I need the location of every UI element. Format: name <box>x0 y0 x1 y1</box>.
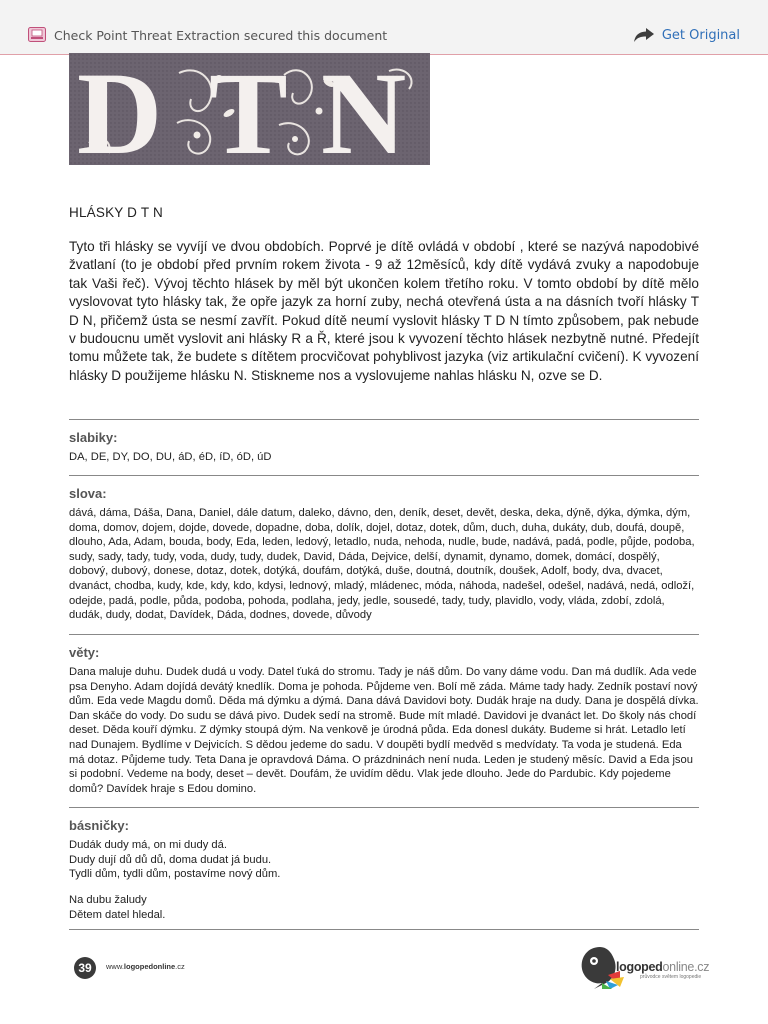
section-heading-basnicky: básničky: <box>69 818 129 833</box>
poem-line: Dětem datel hledal. <box>69 908 166 921</box>
section-body-vety: Dana maluje duhu. Dudek dudá u vody. Datel ťuká do stromu. Tady je náš dům. Do vany dáme vodu. Dan má dudlík. Ada vede psa Denyho. Adam dojídá devátý knedlík. Doma je pohoda. Půjdeme ven. Bolí mě záda. Máme tady hady. Zedník postaví nový dům. Eda vede Magdu domů. Děda má dýmku a dýmá. Dana dává Davidovi boty. Dudák hraje na dudy. Dana je dospělá dívka. Dan skáče do vody. Do sudu se dává pivo. Dudek sedí na stromě. Bude mít mladé. Davidovi je dvanáct let. Do školy nás chodí deset. Děda kouří dýmku. Z dýmky stoupá dým. Na venkově je úrodná půda. Eda donesl dukáty. Budeme si hrát. Letadlo letí nad Dunajem. Bydlíme v Dejvicích. S dědou jedeme do sadu. V doupěti bydlí medvěd s medvídaty. Ta voda je studená. Eda má dotaz. Půjdeme tudy. Teta Dana je opravdová Dáma. O prázdninách není nuda. Leden je studený měsíc. David a Eda jsou si podobní. Vedeme na body, deset – devět. Doufám, že uvidím dědu. Vlak jede dlouho. Jede do Pardubic. Kdy pojedeme domů? Davídek hraje s Edou domino. <box>69 666 699 795</box>
poem-2 <box>69 893 699 922</box>
get-original-label: Get Original <box>661 27 740 43</box>
url-suffix: .cz <box>175 962 185 971</box>
divider <box>69 634 699 635</box>
poem-line: Dudy dují dů dů dů, doma dudat já budu. <box>69 853 272 866</box>
shield-document-icon <box>28 27 46 42</box>
intro-paragraph: Tyto tři hlásky se vyvíjí ve dvou obdobích. Poprvé je dítě ovládá v období , které se nazývá napodobivé žvatlaní (to je období před prvním rokem života - 9 až 12měsíců, kdy dítě vydává zvuky a napodobuje tak Vaši řeč). Vývoj těchto hlásek by měl být ukončen kolem třetího roku. V tomto období by dítě mělo vyslovovat tyto hlásky tak, že opře jazyk za horní zuby, nechá otevřená ústa a na dásních tvoří hlásky T D N, přičemž ústa se nesmí zavřít. Pokud dítě neumí vyslovit hlásky T D N tímto způsobem, pak nebude v budoucnu umět vyslovit ani hlásky R a Ř, které jsou k vyvození těchto hlásek nezbytně nutné. Předejít tomu můžete tak, že budete s dítětem procvičovat pohyblivost jazyka (viz artikulační cvičení). K vyvození hlásky D použijeme hlásku N. Stiskneme nos a vyslovujeme nahlas hlásku N, ozve se D. <box>69 239 699 383</box>
poem-line: Dudák dudy má, on mi dudy dá. <box>69 839 227 851</box>
url-prefix: www. <box>106 962 124 971</box>
logo-wordmark <box>616 960 709 974</box>
poem-1 <box>69 838 699 882</box>
url-name: logopedonline <box>123 962 176 971</box>
logo-bold: logoped <box>616 960 663 974</box>
divider <box>69 419 699 420</box>
header-letter-t: T <box>209 53 288 165</box>
divider <box>69 929 699 930</box>
section-heading-vety: věty: <box>69 645 100 660</box>
poem-line: Na dubu žaludy <box>69 894 147 906</box>
section-body-slova: dává, dáma, Dáša, Dana, Daniel, dále datum, daleko, dávno, den, deník, deset, devět, deska, deka, dýně, dýka, dýmka, dým, doma, domov, dojem, dojde, dovede, dopadne, doba, dolík, dojel, dotaz, dotek, dům, duch, duha, dukáty, dub, doufá, doupě, dlouho, Ada, Adam, bouda, body, Eda, leden, ledový, letadlo, nuda, nehoda, nudle, bude, nadává, padá, podle, půjde, podoba, sudy, sady, tady, tudy, voda, dudy, tudy, dudek, David, Dáda, Dejvice, delší, dynamit, dynamo, domek, domácí, dospělý, dobový, dubový, donese, dotaz, dotek, dotýká, doufám, dotýká, duše, doutná, doutník, doušek, Adolf, body, dva, dvacet, dvanáct, chodba, kudy, kde, kdy, kdo, kdysi, lednový, mladý, mládenec, móda, náhoda, nadešel, odešel, nadává, nedá, odloží, odejde, padá, podle, půda, podoba, pohoda, podlaha, jedy, jedle, sousedé, tady, tudy, plavidlo, vody, vláda, zdobí, zdolá, dudák, dudy, dodat, Davídek, Dáda, dodnes, dovede, důvody <box>69 507 695 622</box>
section-heading-slova: slova: <box>69 486 107 501</box>
footer-url[interactable] <box>106 962 185 971</box>
get-original-button[interactable] <box>634 26 740 44</box>
header-letter-d: D <box>77 53 163 165</box>
logo-tagline: průvodce světem logopedie <box>640 974 702 980</box>
section-body-slabiky: DA, DE, DY, DO, DU, áD, éD, íD, óD, úD <box>69 451 272 463</box>
security-message: Check Point Threat Extraction secured this document <box>54 28 388 43</box>
logo-light: online.cz <box>662 960 710 974</box>
page-number: 39 <box>74 957 96 979</box>
share-arrow-icon <box>634 28 654 42</box>
section-heading-slabiky: slabiky: <box>69 430 118 445</box>
divider <box>69 807 699 808</box>
poem-line: Tydli dům, tydli dům, postavíme nový dům. <box>69 868 281 881</box>
divider <box>69 475 699 476</box>
page-title: HLÁSKY D T N <box>69 205 163 220</box>
header-letter-n: N <box>321 53 407 165</box>
dtn-header-logo <box>69 53 430 165</box>
security-banner <box>0 0 768 55</box>
